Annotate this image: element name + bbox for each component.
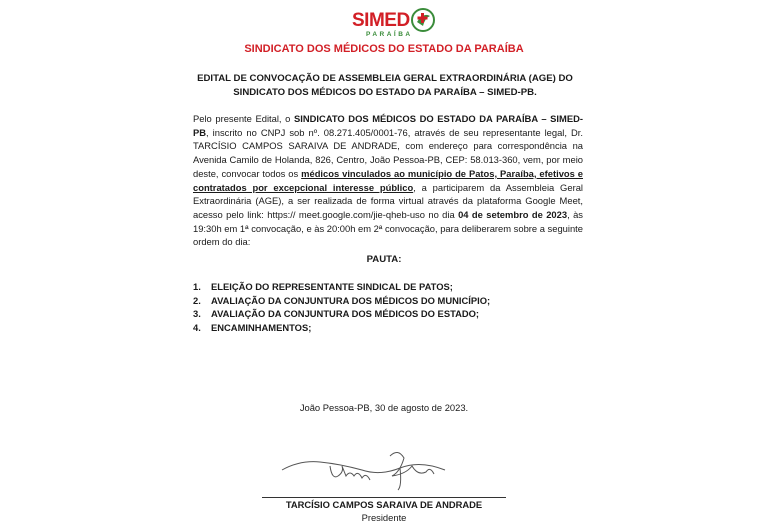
logo-subtitle: PARAÍBA [366,31,413,38]
para-bold-2: 04 de setembro de 2023 [458,208,568,220]
agenda-text: ENCAMINHAMENTOS; [211,321,312,333]
simed-logo [352,8,442,44]
agenda-item [193,307,490,321]
date-line: João Pessoa-PB, 30 de agosto de 2023. [299,402,469,413]
logo-name: SIMED [352,10,410,31]
para-text-1: Pelo presente Edital, o [193,113,294,124]
agenda-number: 1. [193,281,201,292]
agenda-item [193,294,490,308]
agenda-number: 2. [193,294,201,306]
agenda-text: AVALIAÇÃO DA CONJUNTURA DOS MÉDICOS DO ESTADO; [211,308,480,320]
pauta-heading: PAUTA: [366,254,402,265]
para-text-2: , inscrito no CNPJ sob nº. 08.271.405/0001-76, através de seu representante legal, Dr. TARCÍSIO CAMPOS SARAIVA DE ANDRADE, com endereço para correspondência na Avenida Camilo de Holanda, 826, Centro, João Pessoa-PB, CEP: 58.013-360, vem, por meio deste, convocar todos os [193,126,583,179]
signature-line [262,497,506,498]
para-bold-1: SINDICATO DOS MÉDICOS DO ESTADO DA PARAÍBA – SIMED-PB [193,113,583,138]
document-title: EDITAL DE CONVOCAÇÃO DE ASSEMBLEIA GERAL EXTRAORDINÁRIA (AGE) DO SINDICATO DOS MÉDICOS DO ESTADO DA PARAÍBA – SIMED-PB. [197,73,573,98]
agenda-list [193,280,490,334]
agenda-item [193,321,490,335]
signer-name: TARCÍSIO CAMPOS SARAIVA DE ANDRADE [285,499,483,510]
para-underline-1: médicos vinculados ao município de Patos, Paraíba, efetivos e contratados por excepcional interesse público [193,167,583,193]
agenda-number: 4. [193,321,201,333]
handwritten-signature [280,446,450,491]
agenda-item [193,280,490,294]
header-title: SINDICATO DOS MÉDICOS DO ESTADO DA PARAÍBA [244,43,524,55]
para-text-3: , a participarem da Assembleia Geral Extraordinária (AGE), a ser realizada de forma virtual através da plataforma Google Meet, acesso pelo link: https:// meet.google.com/jie-qheb-uso no dia [193,181,583,220]
para-text-4: , às 19:30h em 1ª convocação, e às 20:00h em 2ª convocação, para deliberarem sobre a seguinte ordem do dia: [193,208,583,248]
agenda-number: 3. [193,308,201,320]
agenda-text: ELEIÇÃO DO REPRESENTANTE SINDICAL DE PATOS; [211,281,453,292]
agenda-text: AVALIAÇÃO DA CONJUNTURA DOS MÉDICOS DO MUNICÍPIO; [211,294,491,306]
medical-cross-leaf-icon [411,8,435,32]
signer-role: Presidente [361,512,407,523]
body-paragraph [193,112,583,249]
